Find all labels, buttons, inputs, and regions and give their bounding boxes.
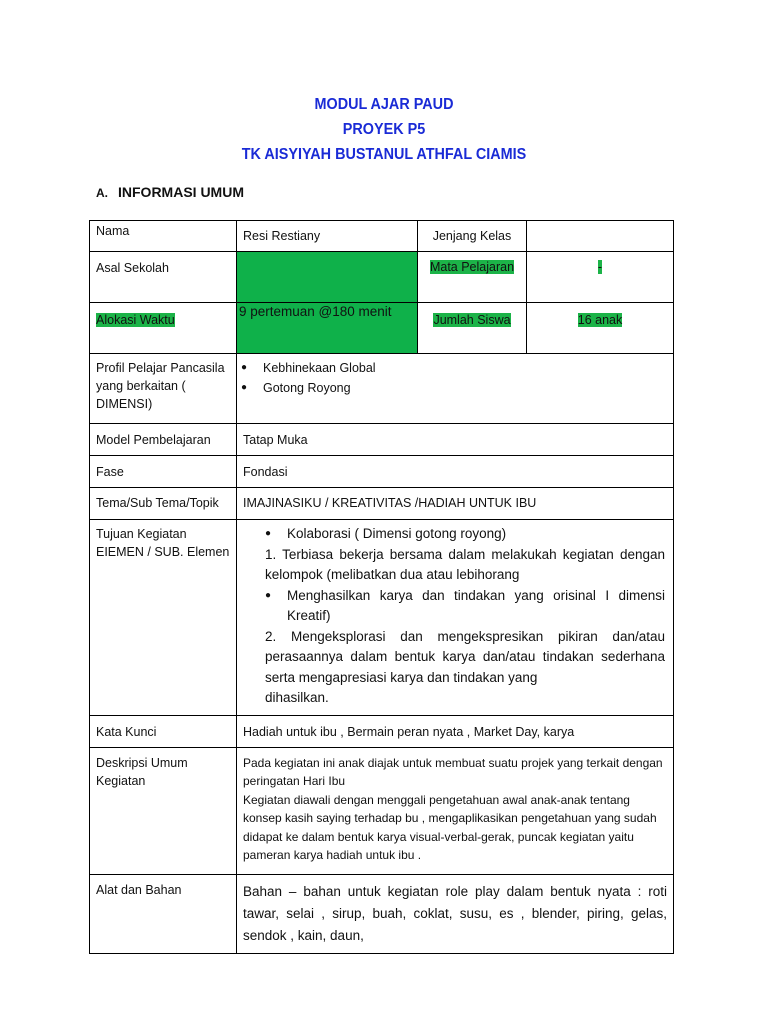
nama-label: Nama [96,224,130,238]
title-line-2: PROYEK P5 [342,121,426,138]
title-line-3: TK AISYIYAH BUSTANUL ATHFAL CIAMIS [241,146,527,163]
deskripsi-paragraph: Pada kegiatan ini anak diajak untuk membuat suatu projek yang terkait dengan peringatan Hari Ibu [243,755,663,788]
tujuan-label: Tujuan Kegiatan EIEMEN / SUB. Elemen [96,527,230,559]
tujuan-label-cell [90,520,237,716]
asal-value [237,252,417,260]
info-table [89,220,674,954]
tujuan-line: ● Menghasilkan karya dan tindakan yang orisinal I dimensi Kreatif) [265,586,665,627]
jenjang-value [527,221,673,229]
model-label: Model Pembelajaran [96,433,211,447]
alat-label: Alat dan Bahan [96,882,182,897]
jumlah-label: Jumlah Siswa [433,313,511,327]
table-row [90,456,674,488]
jumlah-value-cell [527,303,674,354]
fase-label: Fase [96,465,124,479]
profil-value-cell [237,354,674,424]
deskripsi-label: Deskripsi Umum Kegiatan [96,755,188,788]
kata-label: Kata Kunci [96,724,157,739]
tujuan-line: dihasilkan. [265,690,329,705]
asal-label-cell [90,252,237,303]
kata-label-cell [90,715,237,747]
jumlah-label-cell [418,303,527,354]
alat-value-cell [237,874,674,953]
profil-list [237,354,673,398]
document-title [0,92,768,167]
jenjang-value-cell [527,221,674,252]
tema-label: Tema/Sub Tema/Topik [96,496,219,510]
tujuan-line: ● Kolaborasi ( Dimensi gotong royong) [265,524,665,545]
alokasi-label-cell [90,303,237,354]
table-row [90,221,674,252]
asal-value-cell [237,252,418,303]
model-value-cell [237,424,674,456]
kata-value-cell [237,715,674,747]
tujuan-line: 1. Terbiasa bekerja bersama dalam melakukah kegiatan dengan kelompok (melibatkan dua atau lebihorang [265,546,665,582]
deskripsi-content [237,748,673,873]
deskripsi-value-cell [237,747,674,874]
list-item: ● Gotong Royong [237,378,673,398]
tema-label-cell [90,488,237,520]
deskripsi-paragraph: Kegiatan diawali dengan menggali pengetahuan awal anak-anak tentang konsep kasih saying terhadap bu , mengaplikasikan pengetahuan yang sudah didapat ke dalam bentuk karya visual-verbal-gerak, puncak kegiatan yaitu pameran karya hadiah untuk ibu . [243,792,657,862]
table-row [90,252,674,303]
section-title: INFORMASI UMUM [118,184,244,200]
table-row [90,747,674,874]
table-row [90,488,674,520]
alokasi-label: Alokasi Waktu [96,313,175,327]
alat-value: Bahan – bahan untuk kegiatan role play dalam bentuk nyata : roti tawar, selai , sirup, buah, coklat, susu, es , blender, piring, gelas, sendok , kain, daun, [243,883,667,943]
table-row [90,874,674,953]
alokasi-value-cell [237,303,418,354]
deskripsi-label-cell [90,747,237,874]
tema-value-cell [237,488,674,520]
fase-value-cell [237,456,674,488]
tujuan-line: 2. Mengeksplorasi dan mengekspresikan pikiran dan/atau perasaannya dalam bentuk karya dan/atau tindakan sederhana serta mengapresiasi karya dan tindakan yang [265,628,665,685]
table-row [90,424,674,456]
kata-value: Hadiah untuk ibu , Bermain peran nyata , Market Day, karya [243,724,575,739]
nama-value-cell [237,221,418,252]
tujuan-value-cell [237,520,674,716]
table-row [90,520,674,716]
fase-value: Fondasi [243,465,288,479]
mapel-value: - [597,260,603,274]
jenjang-label: Jenjang Kelas [432,229,512,243]
nama-label-cell [90,221,237,252]
table-row [90,354,674,424]
tujuan-content [237,520,673,715]
jumlah-value: 16 anak [577,313,623,327]
mapel-value-cell [527,252,674,303]
list-item: ● Kebhinekaan Global [237,358,673,378]
profil-label: Profil Pelajar Pancasila yang berkaitan ( DIMENSI) [96,361,225,411]
tema-value: IMAJINASIKU / KREATIVITAS /HADIAH UNTUK IBU [243,496,537,510]
alokasi-value: 9 pertemuan @180 menit [239,304,392,319]
table-row [90,303,674,354]
profil-label-cell [90,354,237,424]
nama-value: Resi Restiany [243,229,321,243]
mapel-label: Mata Pelajaran [429,260,515,274]
asal-label: Asal Sekolah [96,261,169,275]
jenjang-label-cell [418,221,527,252]
table-row [90,715,674,747]
alat-label-cell [90,874,237,953]
model-label-cell [90,424,237,456]
fase-label-cell [90,456,237,488]
section-heading [96,184,244,200]
title-line-1: MODUL AJAR PAUD [314,96,454,113]
model-value: Tatap Muka [243,433,308,447]
mapel-label-cell [418,252,527,303]
section-letter: A. [96,186,108,200]
